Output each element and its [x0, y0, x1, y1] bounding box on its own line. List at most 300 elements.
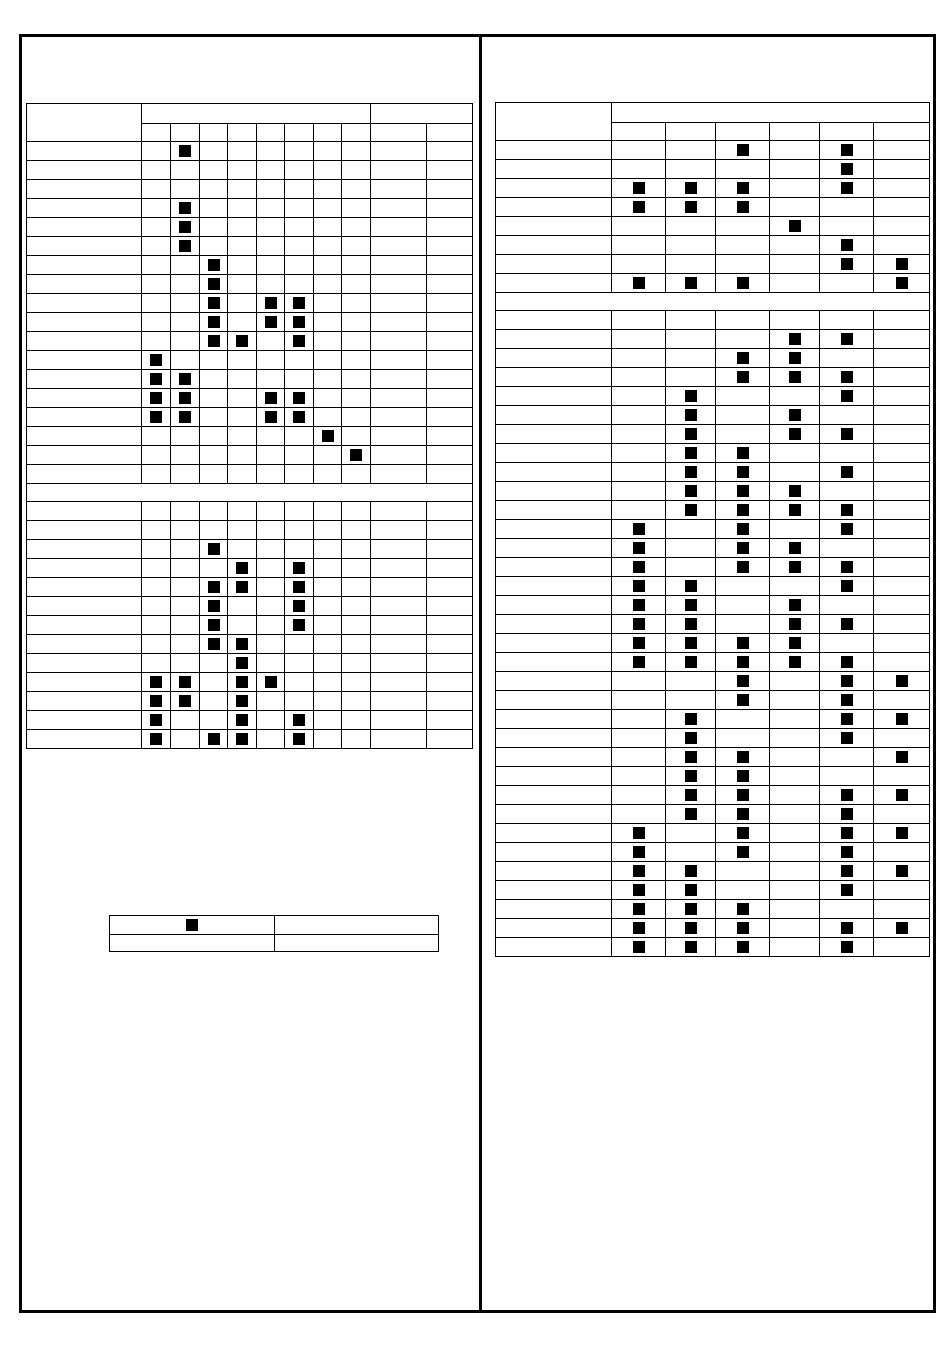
table-cell	[666, 520, 716, 539]
row-label-cell	[496, 539, 612, 558]
table-cell	[427, 673, 473, 692]
marker-square	[896, 922, 908, 934]
table-cell	[820, 482, 874, 501]
table-cell	[716, 141, 770, 160]
table-row	[496, 900, 930, 919]
table-cell	[820, 406, 874, 425]
table-cell	[257, 578, 285, 597]
table-cell	[666, 615, 716, 634]
row-label-cell	[27, 237, 142, 256]
marker-square	[633, 941, 645, 953]
right-matrix-table	[495, 102, 930, 957]
header-cell	[496, 103, 612, 141]
table-row	[496, 198, 930, 217]
row-label-cell	[496, 274, 612, 293]
table-cell	[171, 313, 200, 332]
table-cell	[427, 294, 473, 313]
table-cell	[285, 465, 314, 484]
table-cell	[666, 691, 716, 710]
marker-square	[841, 163, 853, 175]
marker-square	[633, 884, 645, 896]
row-label-cell	[27, 370, 142, 389]
table-cell	[612, 141, 666, 160]
marker-square	[737, 542, 749, 554]
header-row	[27, 104, 473, 124]
marker-square	[789, 371, 801, 383]
table-cell	[820, 274, 874, 293]
row-label-cell	[27, 711, 142, 730]
table-cell	[770, 919, 820, 938]
table-row	[496, 539, 930, 558]
row-label-cell	[496, 653, 612, 672]
table-cell	[427, 370, 473, 389]
marker-square	[633, 656, 645, 668]
marker-square	[841, 371, 853, 383]
table-cell	[874, 330, 930, 349]
marker-square	[293, 581, 305, 593]
table-cell	[427, 502, 473, 521]
table-cell	[200, 654, 228, 673]
table-cell	[716, 520, 770, 539]
table-cell	[612, 274, 666, 293]
table-row	[496, 141, 930, 160]
table-cell	[716, 482, 770, 501]
table-cell	[716, 938, 770, 957]
table-cell	[427, 692, 473, 711]
table-cell	[342, 294, 371, 313]
table-cell	[612, 615, 666, 634]
table-cell	[342, 180, 371, 199]
marker-square	[236, 695, 248, 707]
table-cell	[142, 389, 171, 408]
table-cell	[666, 862, 716, 881]
marker-square	[236, 676, 248, 688]
marker-square	[236, 562, 248, 574]
header-cell	[285, 124, 314, 142]
marker-square	[841, 922, 853, 934]
table-cell	[874, 824, 930, 843]
table-cell	[228, 654, 257, 673]
table-cell	[612, 482, 666, 501]
table-cell	[342, 673, 371, 692]
marker-square	[685, 599, 697, 611]
table-cell	[716, 217, 770, 236]
table-cell	[285, 521, 314, 540]
marker-square	[896, 277, 908, 289]
table-cell	[666, 160, 716, 179]
table-cell	[200, 521, 228, 540]
table-cell	[820, 141, 874, 160]
table-cell	[257, 654, 285, 673]
table-cell	[257, 635, 285, 654]
table-cell	[314, 389, 342, 408]
table-cell	[228, 446, 257, 465]
table-cell	[200, 597, 228, 616]
table-cell	[820, 425, 874, 444]
table-row	[496, 672, 930, 691]
table-cell	[257, 465, 285, 484]
table-cell	[142, 597, 171, 616]
table-cell	[716, 198, 770, 217]
table-cell	[612, 919, 666, 938]
table-cell	[666, 217, 716, 236]
row-label-cell	[496, 520, 612, 539]
table-row	[496, 425, 930, 444]
marker-square	[179, 392, 191, 404]
table-cell	[371, 521, 427, 540]
table-row	[496, 255, 930, 274]
table-cell	[371, 142, 427, 161]
table-cell	[427, 597, 473, 616]
table-cell	[371, 711, 427, 730]
marker-square	[841, 239, 853, 251]
table-cell	[371, 313, 427, 332]
table-cell	[142, 654, 171, 673]
table-cell	[371, 616, 427, 635]
row-label-cell	[27, 256, 142, 275]
table-cell	[820, 919, 874, 938]
row-label-cell	[27, 502, 142, 521]
table-cell	[716, 672, 770, 691]
table-cell	[874, 501, 930, 520]
row-label-cell	[27, 199, 142, 218]
table-cell	[820, 368, 874, 387]
table-cell	[820, 520, 874, 539]
marker-square	[236, 638, 248, 650]
marker-square	[841, 713, 853, 725]
table-cell	[820, 539, 874, 558]
table-cell	[228, 275, 257, 294]
row-label-cell	[496, 425, 612, 444]
table-cell	[770, 634, 820, 653]
marker-square	[841, 618, 853, 630]
row-label-cell	[27, 673, 142, 692]
table-cell	[874, 217, 930, 236]
table-cell	[666, 330, 716, 349]
marker-square	[293, 335, 305, 347]
marker-square	[685, 504, 697, 516]
table-cell	[342, 237, 371, 256]
row-label-cell	[496, 786, 612, 805]
marker-square	[633, 561, 645, 573]
table-cell	[666, 938, 716, 957]
table-cell	[314, 521, 342, 540]
table-row	[27, 370, 473, 389]
legend-cell	[275, 935, 439, 952]
table-cell	[171, 673, 200, 692]
table-cell	[314, 218, 342, 237]
table-cell	[770, 425, 820, 444]
marker-square	[685, 732, 697, 744]
table-cell	[200, 161, 228, 180]
table-cell	[874, 900, 930, 919]
table-cell	[427, 332, 473, 351]
table-cell	[716, 577, 770, 596]
table-cell	[820, 786, 874, 805]
table-cell	[770, 710, 820, 729]
table-cell	[716, 900, 770, 919]
table-cell	[142, 730, 171, 749]
table-cell	[257, 294, 285, 313]
marker-square	[737, 182, 749, 194]
table-cell	[200, 673, 228, 692]
table-cell	[314, 502, 342, 521]
table-cell	[612, 558, 666, 577]
table-cell	[427, 408, 473, 427]
table-cell	[285, 616, 314, 635]
marker-square	[841, 865, 853, 877]
table-cell	[820, 862, 874, 881]
table-cell	[874, 255, 930, 274]
table-cell	[371, 692, 427, 711]
marker-square	[737, 827, 749, 839]
marker-square	[685, 428, 697, 440]
row-label-cell	[496, 255, 612, 274]
table-row	[27, 502, 473, 521]
marker-square	[789, 428, 801, 440]
table-cell	[427, 635, 473, 654]
marker-square	[150, 411, 162, 423]
table-cell	[874, 198, 930, 217]
row-label-cell	[496, 463, 612, 482]
table-cell	[285, 332, 314, 351]
table-cell	[716, 919, 770, 938]
table-cell	[770, 653, 820, 672]
table-cell	[770, 444, 820, 463]
marker-square	[350, 449, 362, 461]
marker-square	[737, 751, 749, 763]
marker-square	[293, 714, 305, 726]
table-row	[496, 767, 930, 786]
row-label-cell	[27, 521, 142, 540]
marker-square	[150, 373, 162, 385]
marker-square	[208, 543, 220, 555]
table-cell	[874, 919, 930, 938]
table-cell	[770, 805, 820, 824]
table-cell	[257, 692, 285, 711]
table-cell	[666, 596, 716, 615]
table-row	[496, 217, 930, 236]
marker-square	[841, 428, 853, 440]
table-cell	[314, 351, 342, 370]
table-row	[27, 465, 473, 484]
table-cell	[371, 180, 427, 199]
table-cell	[342, 256, 371, 275]
table-cell	[666, 653, 716, 672]
table-cell	[285, 256, 314, 275]
table-cell	[285, 408, 314, 427]
marker-square	[789, 599, 801, 611]
header-cell	[228, 124, 257, 142]
table-row	[27, 351, 473, 370]
table-cell	[285, 218, 314, 237]
table-cell	[612, 520, 666, 539]
table-cell	[171, 142, 200, 161]
marker-square	[208, 316, 220, 328]
table-cell	[666, 368, 716, 387]
table-cell	[770, 786, 820, 805]
table-cell	[612, 198, 666, 217]
marker-square	[737, 277, 749, 289]
table-cell	[200, 730, 228, 749]
table-cell	[427, 199, 473, 218]
table-cell	[666, 786, 716, 805]
table-cell	[770, 463, 820, 482]
table-cell	[874, 634, 930, 653]
marker-square	[789, 618, 801, 630]
marker-square	[265, 392, 277, 404]
table-cell	[171, 711, 200, 730]
table-cell	[314, 408, 342, 427]
row-label-cell	[27, 389, 142, 408]
table-cell	[371, 502, 427, 521]
row-label-cell	[496, 919, 612, 938]
table-row	[27, 294, 473, 313]
marker-square	[179, 240, 191, 252]
table-cell	[820, 900, 874, 919]
table-cell	[285, 635, 314, 654]
table-cell	[285, 540, 314, 559]
section-cell	[496, 293, 930, 311]
table-cell	[171, 502, 200, 521]
row-label-cell	[496, 843, 612, 862]
table-row	[27, 218, 473, 237]
row-label-cell	[496, 444, 612, 463]
legend-cell	[275, 916, 439, 935]
table-cell	[228, 218, 257, 237]
marker-square	[685, 580, 697, 592]
table-cell	[285, 275, 314, 294]
table-cell	[228, 559, 257, 578]
table-cell	[371, 730, 427, 749]
table-cell	[770, 330, 820, 349]
legend-marked-cell	[110, 916, 275, 935]
marker-square	[841, 808, 853, 820]
row-label-cell	[496, 805, 612, 824]
table-row	[496, 691, 930, 710]
row-label-cell	[27, 597, 142, 616]
header-cell	[142, 124, 171, 142]
table-cell	[716, 255, 770, 274]
table-cell	[228, 294, 257, 313]
marker-square	[685, 277, 697, 289]
table-row	[27, 692, 473, 711]
table-row	[496, 938, 930, 957]
table-cell	[820, 330, 874, 349]
marker-square	[841, 561, 853, 573]
header-cell	[770, 123, 820, 141]
table-row	[496, 179, 930, 198]
table-row	[27, 578, 473, 597]
table-cell	[171, 199, 200, 218]
table-cell	[874, 786, 930, 805]
table-cell	[171, 351, 200, 370]
table-cell	[285, 351, 314, 370]
row-label-cell	[27, 351, 142, 370]
marker-square	[737, 485, 749, 497]
table-cell	[666, 444, 716, 463]
table-cell	[716, 349, 770, 368]
table-cell	[716, 444, 770, 463]
table-cell	[770, 824, 820, 843]
table-cell	[874, 311, 930, 330]
table-row	[496, 406, 930, 425]
table-cell	[427, 654, 473, 673]
marker-square	[633, 277, 645, 289]
table-cell	[612, 729, 666, 748]
table-row	[496, 824, 930, 843]
marker-square	[685, 618, 697, 630]
table-cell	[666, 767, 716, 786]
row-label-cell	[496, 596, 612, 615]
table-cell	[257, 446, 285, 465]
marker-square	[685, 751, 697, 763]
table-cell	[257, 408, 285, 427]
header-cell	[142, 104, 371, 124]
table-cell	[716, 558, 770, 577]
table-row	[496, 160, 930, 179]
table-cell	[171, 294, 200, 313]
table-cell	[171, 389, 200, 408]
table-cell	[142, 711, 171, 730]
table-cell	[200, 275, 228, 294]
table-cell	[820, 634, 874, 653]
marker-square	[685, 770, 697, 782]
table-cell	[228, 351, 257, 370]
row-label-cell	[496, 368, 612, 387]
table-cell	[257, 559, 285, 578]
table-cell	[371, 237, 427, 256]
row-label-cell	[496, 198, 612, 217]
marker-square	[208, 297, 220, 309]
table-cell	[612, 160, 666, 179]
table-cell	[612, 539, 666, 558]
row-label-cell	[27, 142, 142, 161]
table-cell	[257, 313, 285, 332]
marker-square	[685, 789, 697, 801]
table-row	[496, 444, 930, 463]
table-cell	[612, 463, 666, 482]
header-cell	[27, 104, 142, 142]
table-cell	[371, 597, 427, 616]
table-cell	[257, 275, 285, 294]
table-cell	[874, 349, 930, 368]
table-cell	[716, 615, 770, 634]
table-cell	[666, 843, 716, 862]
table-cell	[666, 672, 716, 691]
row-label-cell	[496, 634, 612, 653]
table-cell	[716, 653, 770, 672]
table-cell	[716, 596, 770, 615]
table-cell	[612, 710, 666, 729]
table-cell	[716, 805, 770, 824]
table-cell	[820, 748, 874, 767]
marker-square	[633, 846, 645, 858]
table-cell	[342, 616, 371, 635]
table-cell	[612, 311, 666, 330]
table-cell	[142, 408, 171, 427]
table-cell	[612, 824, 666, 843]
marker-square	[293, 411, 305, 423]
row-label-cell	[27, 616, 142, 635]
table-cell	[612, 501, 666, 520]
table-cell	[874, 558, 930, 577]
table-cell	[371, 408, 427, 427]
table-cell	[820, 577, 874, 596]
table-cell	[342, 446, 371, 465]
table-cell	[314, 465, 342, 484]
table-row	[496, 558, 930, 577]
